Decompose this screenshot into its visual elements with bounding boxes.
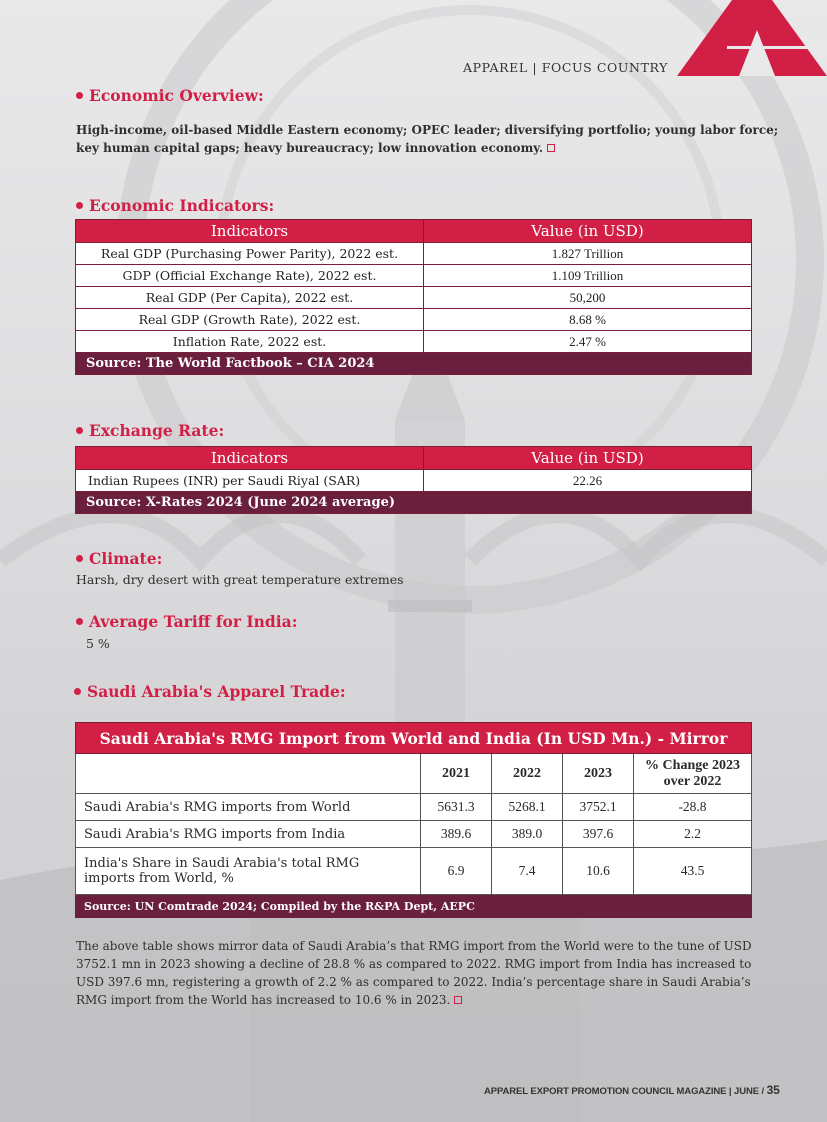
brand-logo: [677, 0, 827, 76]
paragraph-line: The above table shows mirror data of Saudi Arabia’s that RMG import from the World were to the tune of USD: [76, 939, 752, 953]
cell-value: 7.4: [492, 848, 563, 895]
heading-text: Economic Overview:: [89, 86, 264, 105]
bullet-icon: [76, 618, 83, 625]
cell-value: 8.68 %: [424, 309, 752, 331]
section-header: APPAREL | FOCUS COUNTRY: [463, 60, 668, 75]
heading-text: Exchange Rate:: [89, 421, 225, 440]
end-mark-icon: [454, 996, 462, 1004]
paragraph-line: 3752.1 mn in 2023 showing a decline of 28.8 % as compared to 2022. RMG import from India has increased to: [76, 957, 752, 971]
cell-label: Saudi Arabia's RMG imports from India: [76, 821, 421, 848]
cell-label: Saudi Arabia's RMG imports from World: [76, 794, 421, 821]
table-row: [76, 243, 752, 265]
table-row: [76, 470, 752, 492]
table-source: Source: The World Factbook – CIA 2024: [76, 353, 752, 375]
cell-value: 1.109 Trillion: [424, 265, 752, 287]
label-line: India's Share in Saudi Arabia's total RMG: [84, 856, 360, 871]
table-title: Saudi Arabia's RMG Import from World and India (In USD Mn.) - Mirror: [76, 723, 752, 754]
table-row: [76, 265, 752, 287]
column-header-change: [634, 754, 752, 794]
table-row: [76, 309, 752, 331]
cell-label: Real GDP (Growth Rate), 2022 est.: [76, 309, 424, 331]
footer-text: APPAREL EXPORT PROMOTION COUNCIL MAGAZINE | JUNE /: [484, 1086, 765, 1097]
cell-label: GDP (Official Exchange Rate), 2022 est.: [76, 265, 424, 287]
paragraph-line: High-income, oil-based Middle Eastern economy; OPEC leader; diversifying portfolio; young labor force;: [76, 123, 779, 137]
climate-text: Harsh, dry desert with great temperature extremes: [76, 572, 404, 587]
cell-value: 397.6: [563, 821, 634, 848]
column-header: 2021: [421, 754, 492, 794]
bullet-icon: [74, 688, 81, 695]
table-source: Source: UN Comtrade 2024; Compiled by the R&PA Dept, AEPC: [76, 895, 752, 918]
summary-paragraph: [76, 937, 752, 1009]
page-number: 35: [766, 1083, 780, 1097]
paragraph-line: RMG import from the World has increased to 10.6 % in 2023.: [76, 993, 451, 1007]
cell-value: 5268.1: [492, 794, 563, 821]
column-header: Value (in USD): [424, 220, 752, 243]
cell-label: Inflation Rate, 2022 est.: [76, 331, 424, 353]
bullet-icon: [76, 92, 83, 99]
bullet-icon: [76, 427, 83, 434]
cell-label: Indian Rupees (INR) per Saudi Riyal (SAR): [76, 470, 424, 492]
cell-value: 22.26: [424, 470, 752, 492]
table-row: [76, 287, 752, 309]
paragraph-line: key human capital gaps; heavy bureaucracy; low innovation economy.: [76, 141, 544, 155]
heading-text: Climate:: [89, 549, 163, 568]
column-header: Indicators: [76, 220, 424, 243]
heading-text: Average Tariff for India:: [89, 612, 298, 631]
section-heading-climate: [76, 549, 162, 568]
cell-value: 1.827 Trillion: [424, 243, 752, 265]
cell-value: 389.6: [421, 821, 492, 848]
section-heading-exchange-rate: [76, 421, 224, 440]
cell-label: Real GDP (Purchasing Power Parity), 2022 est.: [76, 243, 424, 265]
table-row: [76, 331, 752, 353]
table-row: [76, 848, 752, 895]
cell-value: 6.9: [421, 848, 492, 895]
end-mark-icon: [547, 144, 555, 152]
table-row: [76, 821, 752, 848]
cell-value: 50,200: [424, 287, 752, 309]
cell-label: Real GDP (Per Capita), 2022 est.: [76, 287, 424, 309]
table-source: Source: X-Rates 2024 (June 2024 average): [76, 492, 752, 514]
economic-overview-text: [76, 121, 778, 157]
rmg-import-table: [75, 722, 752, 918]
bullet-icon: [76, 202, 83, 209]
page-footer: [484, 1083, 780, 1097]
label-line: imports from World, %: [84, 871, 234, 886]
table-row: [76, 794, 752, 821]
cell-value: 389.0: [492, 821, 563, 848]
cell-value: 43.5: [634, 848, 752, 895]
cell-value: 2.47 %: [424, 331, 752, 353]
cell-value: 5631.3: [421, 794, 492, 821]
column-header: Indicators: [76, 447, 424, 470]
cell-label: [76, 848, 421, 895]
cell-value: -28.8: [634, 794, 752, 821]
paragraph-line: USD 397.6 mn, registering a growth of 2.2 % as compared to 2022. India’s percentage share in Saudi Arabia’s: [76, 975, 751, 989]
section-heading-economic-indicators: [76, 196, 274, 215]
column-header: 2022: [492, 754, 563, 794]
tariff-value: 5 %: [86, 636, 110, 651]
exchange-rate-table: [75, 446, 752, 514]
section-heading-apparel-trade: [74, 682, 346, 701]
header-line: over 2022: [663, 773, 722, 789]
section-heading-tariff: [76, 612, 297, 631]
cell-value: 3752.1: [563, 794, 634, 821]
column-header: 2023: [563, 754, 634, 794]
cell-value: 10.6: [563, 848, 634, 895]
economic-indicators-table: [75, 219, 752, 375]
header-line: % Change 2023: [645, 757, 740, 773]
bullet-icon: [76, 555, 83, 562]
section-heading-economic-overview: [76, 86, 264, 105]
heading-text: Saudi Arabia's Apparel Trade:: [87, 682, 346, 701]
heading-text: Economic Indicators:: [89, 196, 275, 215]
cell-value: 2.2: [634, 821, 752, 848]
column-header: Value (in USD): [424, 447, 752, 470]
empty-header-cell: [76, 754, 421, 794]
